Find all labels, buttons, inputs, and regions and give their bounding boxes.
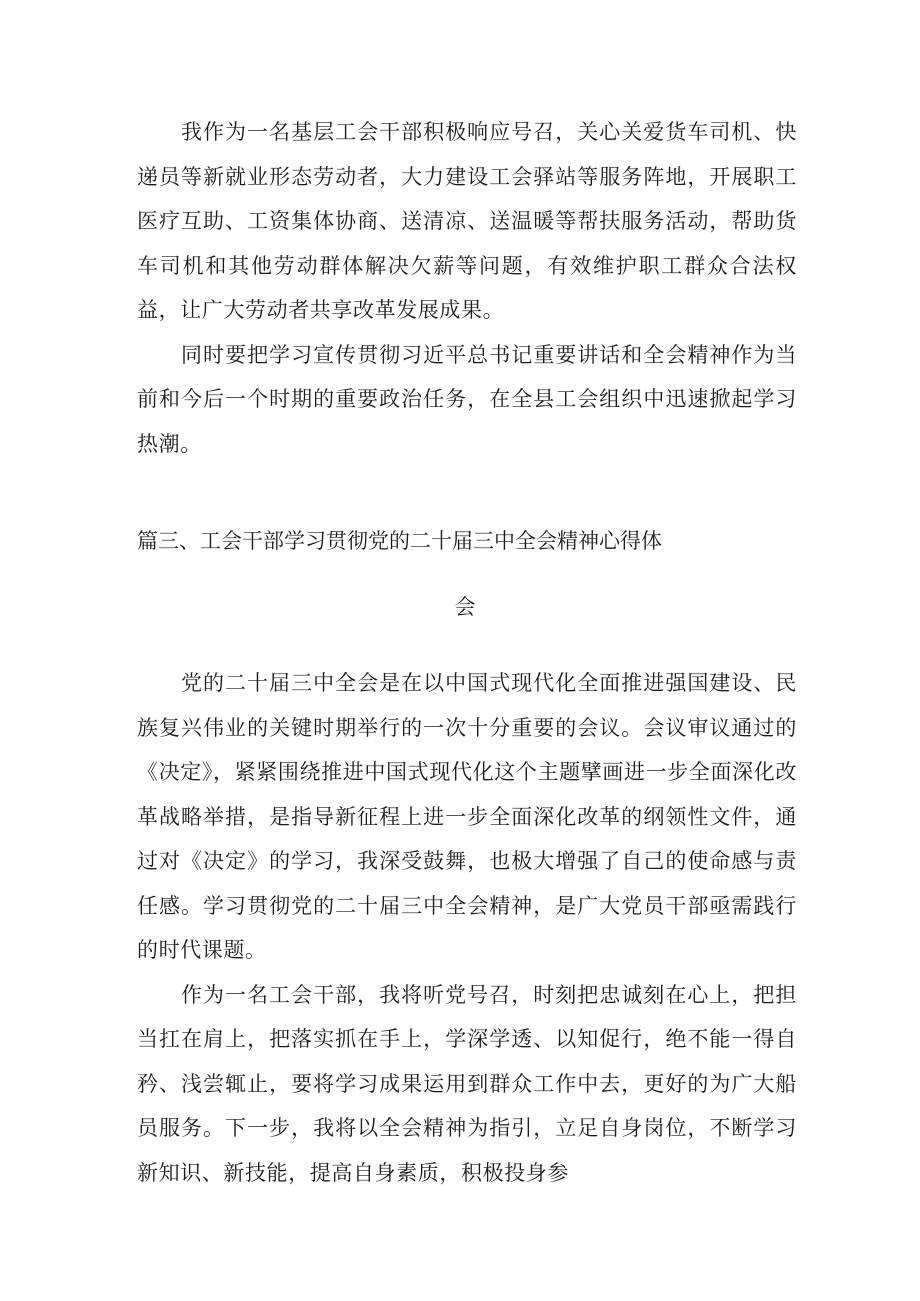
section-heading-line1: 篇三、工会干部学习贯彻党的二十届三中全会精神心得体 [137, 529, 662, 553]
body-text-bottom [137, 661, 797, 1195]
section-heading-line2: 会 [454, 595, 476, 619]
paragraph: 同时要把学习宣传贯彻习近平总书记重要讲话和全会精神作为当前和今后一个时期的重要政治任务，在全县工会组织中迅速掀起学习热潮。 [137, 342, 797, 456]
section-heading [137, 508, 797, 640]
paragraph: 作为一名工会干部，我将听党号召，时刻把忠诚刻在心上，把担当扛在肩上，把落实抓在手上，学深学透、以知促行，绝不能一得自矜、浅尝辄止，要将学习成果运用到群众工作中去，更好的为广大船员服务。下一步，我将以全会精神为指引，立足自身岗位，不断学习新知识、新技能，提高自身素质，积极投身参 [137, 982, 797, 1185]
body-text-top [137, 110, 797, 466]
paragraph: 党的二十届三中全会是在以中国式现代化全面推进强国建设、民族复兴伟业的关键时期举行的一次十分重要的会议。会议审议通过的《决定》，紧紧围绕推进中国式现代化这个主题擘画进一步全面深化改革战略举措，是指导新征程上进一步全面深化改革的纲领性文件，通过对《决定》的学习，我深受鼓舞，也极大增强了自己的使命感与责任感。学习贯彻党的二十届三中全会精神，是广大党员干部亟需践行的时代课题。 [137, 671, 797, 962]
paragraph: 我作为一名基层工会干部积极响应号召，关心关爱货车司机、快递员等新就业形态劳动者，大力建设工会驿站等服务阵地，开展职工医疗互助、工资集体协商、送清凉、送温暖等帮扶服务活动，帮助货车司机和其他劳动群体解决欠薪等问题，有效维护职工群众合法权益，让广大劳动者共享改革发展成果。 [137, 120, 797, 322]
